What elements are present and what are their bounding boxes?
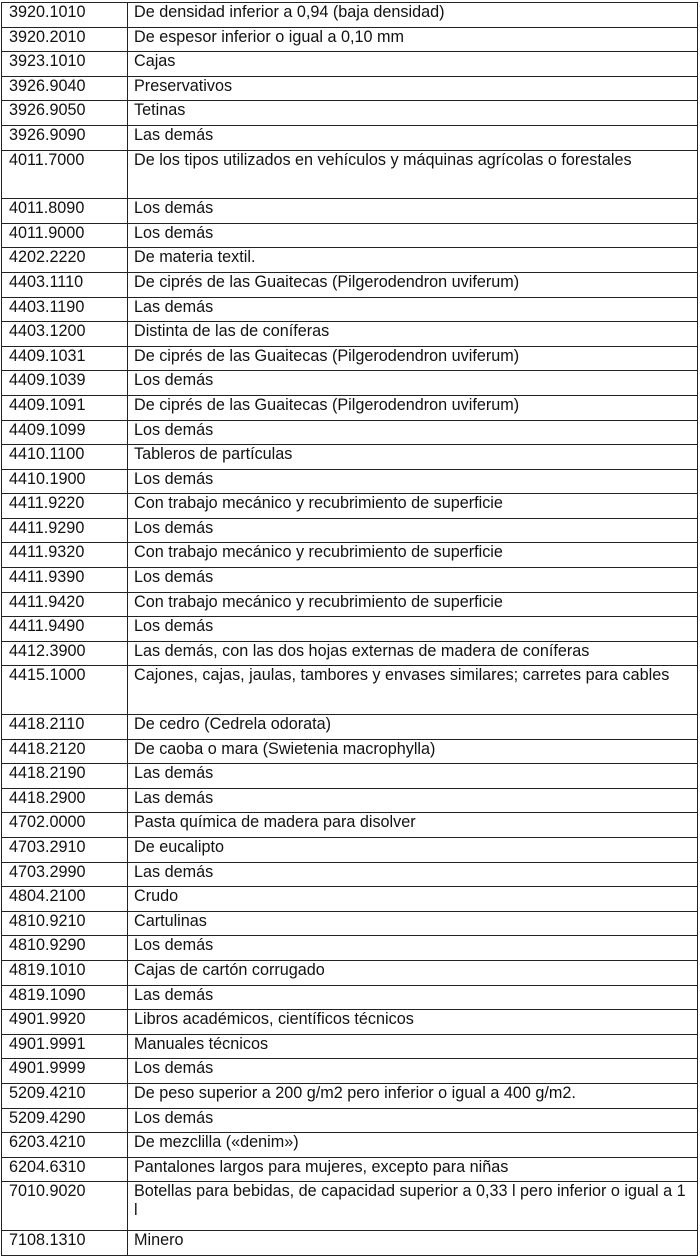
tariff-code: 4418.2190: [2, 764, 128, 789]
tariff-description: Cajones, cajas, jaulas, tambores y envases similares; carretes para cables: [128, 666, 698, 715]
table-row: [2, 1059, 698, 1084]
table-row: [2, 788, 698, 813]
tariff-code: 4411.9290: [2, 518, 128, 543]
tariff-description: Cajas de cartón corrugado: [128, 960, 698, 985]
tariff-description: Preservativos: [128, 76, 698, 101]
table-row: [2, 739, 698, 764]
tariff-code: 4810.9290: [2, 936, 128, 961]
table-row: [2, 813, 698, 838]
tariff-description: De los tipos utilizados en vehículos y máquinas agrícolas o forestales: [128, 150, 698, 199]
table-row: [2, 862, 698, 887]
tariff-description: De caoba o mara (Swietenia macrophylla): [128, 739, 698, 764]
tariff-code: 4703.2990: [2, 862, 128, 887]
tariff-description: Los demás: [128, 469, 698, 494]
table-row: [2, 445, 698, 470]
tariff-code: 4810.9210: [2, 911, 128, 936]
tariff-code: 4409.1039: [2, 371, 128, 396]
tariff-code: 4412.3900: [2, 641, 128, 666]
tariff-code: 6204.6310: [2, 1157, 128, 1182]
tariff-code: 4901.9991: [2, 1034, 128, 1059]
tariff-code: 4819.1010: [2, 960, 128, 985]
tariff-code: 4410.1100: [2, 445, 128, 470]
tariff-description: Pantalones largos para mujeres, excepto para niñas: [128, 1157, 698, 1182]
table-row: [2, 469, 698, 494]
tariff-code: 4202.2220: [2, 248, 128, 273]
table-row: [2, 420, 698, 445]
tariff-description: Las demás: [128, 764, 698, 789]
table-row: [2, 1010, 698, 1035]
table-row: [2, 936, 698, 961]
tariff-description: Los demás: [128, 371, 698, 396]
table-row: [2, 395, 698, 420]
tariff-code: 4804.2100: [2, 887, 128, 912]
tariff-description: De ciprés de las Guaitecas (Pilgerodendron uviferum): [128, 346, 698, 371]
tariff-description: Los demás: [128, 568, 698, 593]
tariff-code: 4901.9999: [2, 1059, 128, 1084]
tariff-code: 4411.9320: [2, 543, 128, 568]
tariff-description: Botellas para bebidas, de capacidad superior a 0,33 l pero inferior o igual a 1 l: [128, 1182, 698, 1231]
tariff-description: Crudo: [128, 887, 698, 912]
table-row: [2, 1133, 698, 1158]
table-row: [2, 125, 698, 150]
table-row: [2, 985, 698, 1010]
table-row: [2, 76, 698, 101]
table-row: [2, 101, 698, 126]
tariff-description: Con trabajo mecánico y recubrimiento de superficie: [128, 494, 698, 519]
tariff-code: 4011.7000: [2, 150, 128, 199]
table-row: [2, 666, 698, 715]
tariff-description: Los demás: [128, 936, 698, 961]
tariff-table: [1, 2, 698, 1256]
tariff-code: 4403.1110: [2, 272, 128, 297]
tariff-description: Los demás: [128, 420, 698, 445]
tariff-description: Las demás: [128, 125, 698, 150]
table-row: [2, 371, 698, 396]
table-row: [2, 764, 698, 789]
tariff-code: 4702.0000: [2, 813, 128, 838]
tariff-code: 3923.1010: [2, 52, 128, 77]
tariff-code: 3920.2010: [2, 27, 128, 52]
tariff-description: Tableros de partículas: [128, 445, 698, 470]
tariff-code: 4418.2900: [2, 788, 128, 813]
tariff-code: 3926.9040: [2, 76, 128, 101]
table-row: [2, 617, 698, 642]
tariff-description: Los demás: [128, 617, 698, 642]
tariff-code: 4409.1031: [2, 346, 128, 371]
tariff-description: Libros académicos, científicos técnicos: [128, 1010, 698, 1035]
tariff-table-body: [2, 3, 698, 1256]
table-row: [2, 518, 698, 543]
tariff-description: Pasta química de madera para disolver: [128, 813, 698, 838]
tariff-code: 4703.2910: [2, 838, 128, 863]
tariff-description: Tetinas: [128, 101, 698, 126]
table-row: [2, 223, 698, 248]
tariff-code: 4409.1099: [2, 420, 128, 445]
table-row: [2, 199, 698, 224]
tariff-description: Las demás: [128, 297, 698, 322]
tariff-code: 3926.9050: [2, 101, 128, 126]
table-row: [2, 1230, 698, 1255]
tariff-description: De espesor inferior o igual a 0,10 mm: [128, 27, 698, 52]
table-row: [2, 568, 698, 593]
table-row: [2, 248, 698, 273]
tariff-code: 3926.9090: [2, 125, 128, 150]
tariff-description: Los demás: [128, 1108, 698, 1133]
tariff-description: De eucalipto: [128, 838, 698, 863]
table-row: [2, 297, 698, 322]
tariff-code: 5209.4210: [2, 1083, 128, 1108]
tariff-description: De densidad inferior a 0,94 (baja densidad): [128, 3, 698, 28]
table-row: [2, 960, 698, 985]
table-row: [2, 346, 698, 371]
table-row: [2, 52, 698, 77]
tariff-description: Con trabajo mecánico y recubrimiento de superficie: [128, 543, 698, 568]
tariff-code: 4410.1900: [2, 469, 128, 494]
tariff-description: De ciprés de las Guaitecas (Pilgerodendron uviferum): [128, 272, 698, 297]
table-row: [2, 838, 698, 863]
table-row: [2, 641, 698, 666]
table-row: [2, 3, 698, 28]
tariff-description: De cedro (Cedrela odorata): [128, 715, 698, 740]
tariff-description: Las demás: [128, 862, 698, 887]
tariff-description: De peso superior a 200 g/m2 pero inferior o igual a 400 g/m2.: [128, 1083, 698, 1108]
tariff-code: 4403.1190: [2, 297, 128, 322]
table-row: [2, 1034, 698, 1059]
tariff-code: 7108.1310: [2, 1230, 128, 1255]
table-row: [2, 592, 698, 617]
tariff-code: 6203.4210: [2, 1133, 128, 1158]
tariff-code: 4403.1200: [2, 322, 128, 347]
tariff-code: 4418.2120: [2, 739, 128, 764]
tariff-code: 4411.9490: [2, 617, 128, 642]
table-row: [2, 1083, 698, 1108]
tariff-code: 5209.4290: [2, 1108, 128, 1133]
tariff-code: 4411.9220: [2, 494, 128, 519]
table-row: [2, 911, 698, 936]
tariff-code: 4011.8090: [2, 199, 128, 224]
table-row: [2, 27, 698, 52]
tariff-description: Con trabajo mecánico y recubrimiento de superficie: [128, 592, 698, 617]
tariff-code: 4409.1091: [2, 395, 128, 420]
tariff-description: Minero: [128, 1230, 698, 1255]
tariff-description: Los demás: [128, 1059, 698, 1084]
tariff-description: Los demás: [128, 518, 698, 543]
tariff-description: Los demás: [128, 223, 698, 248]
table-row: [2, 494, 698, 519]
table-row: [2, 1108, 698, 1133]
tariff-description: De mezclilla («denim»): [128, 1133, 698, 1158]
tariff-description: Los demás: [128, 199, 698, 224]
tariff-description: De materia textil.: [128, 248, 698, 273]
table-row: [2, 1157, 698, 1182]
table-row: [2, 322, 698, 347]
tariff-description: Cartulinas: [128, 911, 698, 936]
tariff-code: 7010.9020: [2, 1182, 128, 1231]
tariff-description: Manuales técnicos: [128, 1034, 698, 1059]
table-row: [2, 150, 698, 199]
table-row: [2, 543, 698, 568]
tariff-description: Cajas: [128, 52, 698, 77]
tariff-description: Las demás, con las dos hojas externas de madera de coníferas: [128, 641, 698, 666]
table-row: [2, 272, 698, 297]
tariff-description: Distinta de las de coníferas: [128, 322, 698, 347]
table-row: [2, 715, 698, 740]
tariff-code: 4418.2110: [2, 715, 128, 740]
tariff-code: 4411.9420: [2, 592, 128, 617]
tariff-description: Las demás: [128, 985, 698, 1010]
tariff-code: 4901.9920: [2, 1010, 128, 1035]
tariff-description: De ciprés de las Guaitecas (Pilgerodendron uviferum): [128, 395, 698, 420]
table-row: [2, 1182, 698, 1231]
tariff-code: 4819.1090: [2, 985, 128, 1010]
tariff-description: Las demás: [128, 788, 698, 813]
tariff-code: 3920.1010: [2, 3, 128, 28]
tariff-code: 4411.9390: [2, 568, 128, 593]
tariff-code: 4011.9000: [2, 223, 128, 248]
table-row: [2, 887, 698, 912]
tariff-code: 4415.1000: [2, 666, 128, 715]
